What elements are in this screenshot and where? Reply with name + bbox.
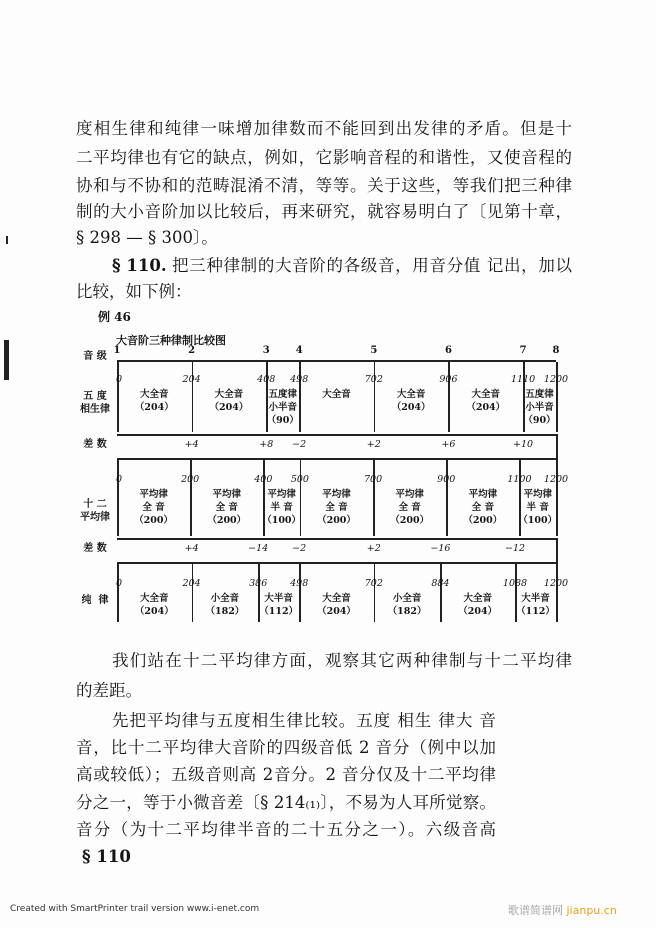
text-line: 的差距。 bbox=[76, 681, 142, 700]
text-line: 二平均律也有它的缺点，例如，它影响音程的和谐性，又使音程的 bbox=[76, 148, 572, 167]
difference-value: +4 bbox=[184, 439, 199, 450]
band-line bbox=[117, 434, 556, 436]
cent-value: 702 bbox=[364, 374, 383, 385]
interval-label: 大半音 （112） bbox=[516, 593, 555, 617]
text-line: 制的大小音阶加以比较后，再来研究，就容易明白了〔见第十章， bbox=[76, 202, 572, 221]
difference-value: +8 bbox=[259, 439, 274, 450]
text-line: 音，比十二平均律大音阶的四级音低 2 音分（例中以加 bbox=[76, 738, 496, 757]
degree-number: 7 bbox=[519, 345, 527, 356]
cent-value: 700 bbox=[364, 474, 383, 485]
tick-line bbox=[192, 362, 194, 432]
degree-row-label: 音 级 bbox=[83, 351, 107, 362]
interval-label: 大全音 （204） bbox=[134, 389, 174, 413]
band-edge bbox=[556, 434, 558, 458]
interval-label: 大全音 （204） bbox=[209, 389, 249, 413]
scan-margin-mark bbox=[6, 236, 8, 244]
watermark-right bbox=[508, 902, 617, 918]
tick-line bbox=[556, 562, 558, 622]
cent-value: 1200 bbox=[543, 374, 569, 385]
cent-value: 1200 bbox=[543, 578, 569, 589]
difference-value: −14 bbox=[248, 543, 269, 554]
text-line: 先把平均律与五度相生律比较。五度 相生 律大 音 bbox=[112, 711, 496, 730]
interval-label: 小全音 （182） bbox=[205, 593, 245, 617]
text-line: 我们站在十二平均律方面，观察其它两种律制与十二平均律 bbox=[112, 651, 572, 670]
cent-value: 0 bbox=[115, 374, 123, 385]
interval-label: 大半音 （112） bbox=[259, 593, 299, 617]
degree-number: 6 bbox=[444, 345, 452, 356]
degree-number: 2 bbox=[188, 345, 196, 356]
watermark-left: Created with SmartPrinter trail version www.i-enet.com bbox=[10, 904, 260, 914]
tick-line bbox=[299, 562, 301, 622]
interval-label: 小全音 （182） bbox=[387, 593, 427, 617]
difference-value: −2 bbox=[292, 439, 307, 450]
cent-value: 498 bbox=[290, 578, 309, 589]
band-edge bbox=[556, 538, 558, 562]
cent-value: 386 bbox=[249, 578, 268, 589]
interval-label: 大全音 （204） bbox=[134, 593, 174, 617]
interval-label: 大全音 （204） bbox=[391, 389, 431, 413]
cent-value: 408 bbox=[257, 374, 276, 385]
text-line: 比较，如下例： bbox=[76, 282, 192, 301]
band-line bbox=[117, 562, 556, 564]
cent-value: 204 bbox=[182, 374, 201, 385]
interval-label: 大全音 （204） bbox=[317, 593, 356, 617]
difference-label: 差 数 bbox=[83, 439, 107, 450]
cent-value: 400 bbox=[254, 474, 273, 485]
tick-line bbox=[374, 562, 376, 622]
row-label: 纯 律 bbox=[81, 595, 109, 606]
example-label: 例 46 bbox=[98, 310, 131, 324]
tick-line bbox=[117, 362, 119, 432]
tick-line bbox=[446, 458, 448, 536]
tick-line bbox=[440, 562, 442, 622]
cent-value: 1100 bbox=[507, 474, 532, 485]
difference-value: +10 bbox=[513, 439, 534, 450]
interval-label: 平均律 全 音 （200） bbox=[463, 489, 503, 526]
difference-value: +4 bbox=[184, 543, 199, 554]
cent-value: 204 bbox=[182, 578, 201, 589]
interval-label: 平均律 全 音 （200） bbox=[207, 489, 247, 526]
interval-label: 五度律 小半音 （90） bbox=[523, 389, 556, 426]
cent-value: 0 bbox=[115, 474, 123, 485]
interval-label: 五度律 小半音 （90） bbox=[266, 389, 299, 426]
cent-value: 1088 bbox=[502, 578, 528, 589]
row-label: 十 二 平均律 bbox=[80, 499, 110, 523]
difference-value: +2 bbox=[366, 543, 381, 554]
text-line: § 298 — § 300〕。 bbox=[76, 228, 218, 247]
difference-value: +2 bbox=[366, 439, 381, 450]
interval-label: 大全音 bbox=[322, 389, 351, 400]
degree-number: 1 bbox=[113, 345, 121, 356]
tick-line bbox=[190, 458, 192, 536]
band-line bbox=[117, 538, 556, 540]
tick-line bbox=[117, 562, 119, 622]
cent-value: 0 bbox=[115, 578, 123, 589]
text-line: 分之一，等于小微音差〔§ 214₍₁₎〕，不易为人耳所觉察。 bbox=[76, 793, 496, 812]
cent-value: 498 bbox=[290, 374, 309, 385]
section-heading: § 110. bbox=[112, 256, 167, 275]
text-line: 把三种律制的大音阶的各级音，用音分值 记出，加以 bbox=[172, 256, 572, 275]
text-line: 高或较低）；五级音则高 2音分。2 音分仅及十二平均律 bbox=[76, 765, 496, 784]
cent-value: 900 bbox=[437, 474, 456, 485]
interval-label: 平均律 全 音 （200） bbox=[134, 489, 173, 526]
band-line bbox=[117, 458, 556, 460]
degree-number: 5 bbox=[370, 345, 378, 356]
difference-value: −12 bbox=[504, 543, 526, 554]
tick-line bbox=[374, 362, 376, 432]
tick-line bbox=[117, 458, 119, 536]
interval-label: 平均律 全 音 （200） bbox=[317, 489, 356, 526]
cent-value: 200 bbox=[181, 474, 200, 485]
cent-value: 500 bbox=[290, 474, 309, 485]
tick-line bbox=[299, 362, 301, 432]
difference-label: 差 数 bbox=[83, 543, 107, 554]
cent-value: 906 bbox=[439, 374, 458, 385]
interval-label: 大全音 （204） bbox=[466, 389, 506, 413]
page-footer-section: § 110 bbox=[82, 847, 131, 866]
watermark-cn: 歌谱简谱网 bbox=[508, 904, 563, 917]
watermark-en: jianpu.cn bbox=[566, 904, 617, 917]
interval-label: 平均律 半 音 （100） bbox=[518, 489, 558, 526]
row-label: 五 度 相生律 bbox=[80, 391, 110, 415]
diagram-title: 大音阶三种律制比较图 bbox=[116, 334, 226, 347]
text-line: 度相生律和纯律一味增加律数而不能回到出发律的矛盾。但是十 bbox=[76, 119, 572, 138]
difference-value: −2 bbox=[292, 543, 307, 554]
text-line: 协和与不协和的范畴混淆不清，等等。关于这些，等我们把三种律 bbox=[76, 176, 572, 195]
tick-line bbox=[373, 458, 375, 536]
text-line: 音分（为十二平均律半音的二十五分之一）。六级音高 bbox=[76, 820, 496, 839]
degree-number: 4 bbox=[295, 345, 303, 356]
degree-number: 3 bbox=[262, 345, 270, 356]
cent-value: 884 bbox=[431, 578, 450, 589]
top-line bbox=[117, 360, 556, 362]
scan-margin-mark bbox=[4, 340, 9, 380]
tick-line bbox=[556, 362, 558, 432]
interval-label: 平均律 全 音 （200） bbox=[390, 489, 430, 526]
interval-label: 大全音 （204） bbox=[458, 593, 498, 617]
cent-value: 1200 bbox=[543, 474, 569, 485]
degree-number: 8 bbox=[552, 345, 560, 356]
cent-value: 702 bbox=[364, 578, 383, 589]
tick-line bbox=[448, 362, 450, 432]
difference-value: −16 bbox=[430, 543, 451, 554]
interval-label: 平均律 半 音 （100） bbox=[262, 489, 302, 526]
difference-value: +6 bbox=[441, 439, 456, 450]
cent-value: 1110 bbox=[510, 374, 536, 385]
tick-line bbox=[192, 562, 194, 622]
